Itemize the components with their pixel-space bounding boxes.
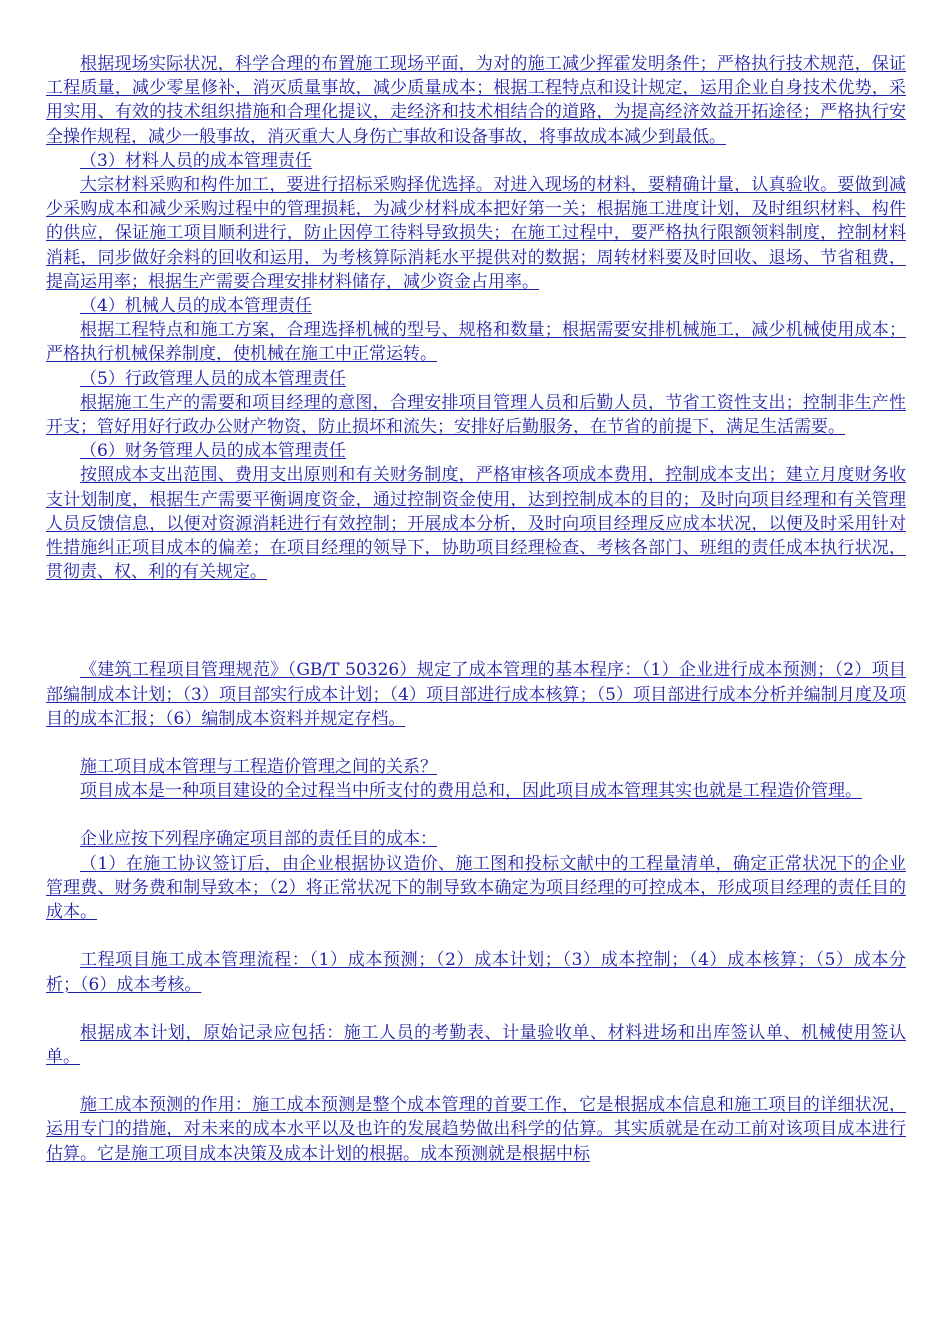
paragraph-machinery-staff: 根据工程特点和施工方案，合理选择机械的型号、规格和数量；根据需要安排机械施工，减少机械使用成本；严格执行机械保养制度，使机械在施工中正常运转。 — [46, 320, 906, 365]
paragraph-target-intro: 企业应按下列程序确定项目部的责任目的成本： — [80, 829, 437, 850]
paragraph-admin-staff-body: 根据施工生产的需要和项目经理的意图，合理安排项目管理人员和后勤人员，节省工资性支出；控制非生产性开支；管好用好行政办公财产物资，防止损坏和流失；安排好后勤服务，在节省的前提下，满足生活需要。 — [46, 392, 906, 438]
paragraph-spacer — [46, 997, 906, 1021]
document-page — [46, 52, 906, 1166]
paragraph-finance-staff: 按照成本支出范围、费用支出原则和有关财务制度，严格审核各项成本费用，控制成本支出；建立月度财务收支计划制度，根据生产需要平衡调度资金，通过控制资金使用，达到控制成本的目的；及时向项目经理和有关管理人员反馈信息，以便对资源消耗进行有效控制；开展成本分析，及时向项目经理反应成本状况，以便及时采用针对性措施纠正项目成本的偏差；在项目经理的领导下，协助项目经理检查、考核各部门、班组的责任成本执行状况，贯彻责、权、利的有关规定。 — [46, 465, 906, 583]
paragraph-site-technical: 根据现场实际状况，科学合理的布置施工现场平面，为对的施工减少挥霍发明条件；严格执行技术规范，保证工程质量，减少零星修补，消灭质量事故，减少质量成本；根据工程特点和设计规定，运用企业自身技术优势，采用实用、有效的技术组织措施和合理化提议，走经济和技术相结合的道路，为提高经济效益开拓途径；严格执行安全操作规程，减少一般事故，消灭重大人身伤亡事故和设备事故，将事故成本减少到最低。 — [46, 54, 906, 147]
paragraph-material-staff: 大宗材料采购和构件加工，要进行招标采购择优选择。对进入现场的材料，要精确计量，认真验收。要做到减少采购成本和减少采购过程中的管理损耗，为减少材料成本把好第一关；根据施工进度计划，及时组织材料、构件的供应，保证施工项目顺利进行，防止因停工待料导致损失；在施工过程中，要严格执行限额领料制度，控制材料消耗，同步做好余料的回收和运用，为考核算际消耗水平提供对的数据；周转材料要及时回收、退场、节省租费，提高运用率；根据生产需要合理安排材料储存，减少资金占用率。 — [46, 175, 906, 292]
paragraph-spacer — [46, 803, 906, 827]
paragraph-spacer — [46, 924, 906, 948]
paragraph-target-steps: （1）在施工协议签订后，由企业根据协议造价、施工图和投标文献中的工程量清单，确定正常状况下的企业管理费、财务费和制导致本；（2）将正常状况下的制导致本确定为项目经理的可控成本，形成项目经理的责任目的成本。 — [46, 853, 906, 923]
paragraph-spacer — [46, 1069, 906, 1093]
paragraph-relation-answer: 项目成本是一种项目建设的全过程当中所支付的费用总和，因此项目成本管理其实也就是工程造价管理。 — [80, 781, 862, 802]
heading-admin-staff: （5）行政管理人员的成本管理责任 — [80, 368, 346, 389]
heading-material-staff: （3）材料人员的成本管理责任 — [80, 150, 312, 171]
heading-finance-staff: （6）财务管理人员的成本管理责任 — [80, 441, 346, 462]
paragraph-spacer — [46, 731, 906, 755]
heading-machinery-staff: （4）机械人员的成本管理责任 — [80, 296, 312, 317]
paragraph-cost-procedure: 《建筑工程项目管理规范》（GB/T 50326）规定了成本管理的基本程序：（1）企业进行成本预测；（2）项目部编制成本计划；（3）项目部实行成本计划；（4）项目部进行成本核算；（5）项目部进行成本分析并编制月度及项目的成本汇报；（6）编制成本资料并规定存档。 — [46, 660, 906, 729]
paragraph-original-records: 根据成本计划，原始记录应包括：施工人员的考勤表、计量验收单、材料进场和出库签认单、机械使用签认单。 — [46, 1022, 906, 1067]
section-spacer — [46, 584, 906, 658]
paragraph-management-flow: 工程项目施工成本管理流程：（1）成本预测；（2）成本计划；（3）成本控制；（4）成本核算；（5）成本分析；（6）成本考核。 — [46, 950, 906, 995]
paragraph-relation-question: 施工项目成本管理与工程造价管理之间的关系？ — [80, 757, 437, 778]
paragraph-cost-forecast: 施工成本预测的作用：施工成本预测是整个成本管理的首要工作，它是根据成本信息和施工项目的详细状况，运用专门的措施，对未来的成本水平以及也许的发展趋势做出科学的估算。其实质就是在动工前对该项目成本进行估算。它是施工项目成本决策及成本计划的根据。成本预测就是根据中标 — [46, 1095, 906, 1164]
